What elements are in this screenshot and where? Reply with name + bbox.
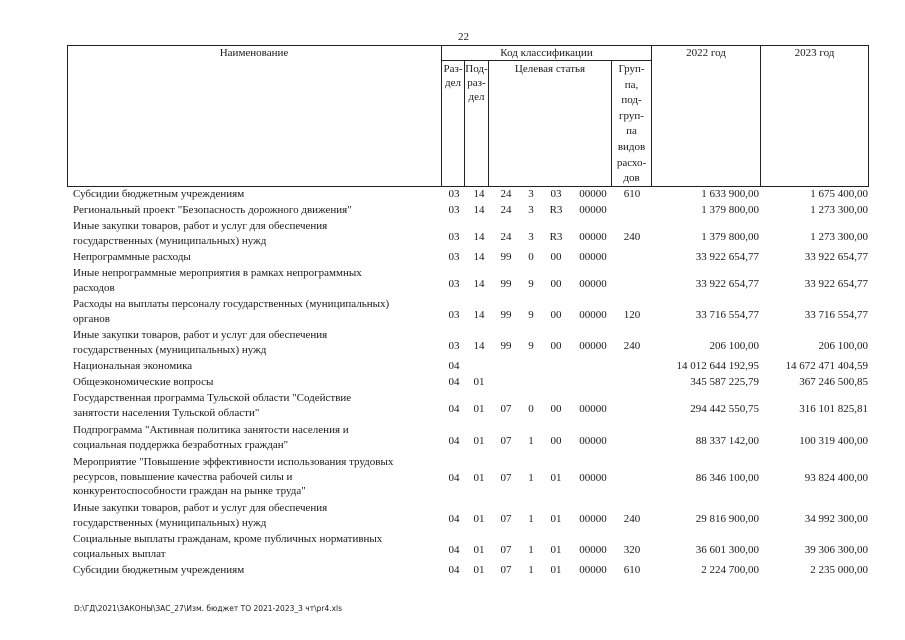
row-name-line: конкурентоспособности граждан на рынке труда" bbox=[73, 485, 306, 497]
row-name-line: органов bbox=[73, 312, 110, 325]
row-code-pr: 01 bbox=[473, 403, 485, 415]
row-name-line: Субсидии бюджетным учреждениям bbox=[73, 564, 245, 576]
row-code-vr: 240 bbox=[623, 231, 641, 243]
row-code-c3: R3 bbox=[549, 204, 563, 216]
row-code-c4: 00000 bbox=[579, 513, 607, 525]
row-code-c2: 0 bbox=[528, 251, 534, 263]
row-amount-2023: 33 716 554,77 bbox=[804, 309, 868, 321]
row-code-c1: 24 bbox=[500, 188, 512, 200]
row-name-line: Социальные выплаты гражданам, кроме публичных нормативных bbox=[73, 533, 383, 545]
header-target: Целевая статья bbox=[514, 63, 586, 75]
row-code-vr: 320 bbox=[623, 544, 641, 556]
row-code-c3: 00 bbox=[550, 435, 562, 447]
row-name-line: расходов bbox=[73, 281, 115, 294]
row-code-pr: 14 bbox=[473, 231, 485, 243]
row-name bbox=[73, 391, 445, 420]
row-name-line: социальных выплат bbox=[73, 547, 166, 560]
row-code-vr: 240 bbox=[623, 340, 641, 352]
row-name-line: занятости населения Тульской области" bbox=[73, 406, 260, 419]
row-amount-2022: 33 716 554,77 bbox=[695, 309, 759, 321]
row-code-c1: 07 bbox=[500, 513, 512, 525]
row-code-c1: 24 bbox=[500, 231, 512, 243]
row-name-line: Региональный проект "Безопасность дорожного движения" bbox=[73, 204, 352, 216]
row-amount-2022: 33 922 654,77 bbox=[695, 278, 759, 290]
row-code-c1: 07 bbox=[500, 435, 512, 447]
row-code-vr: 610 bbox=[623, 564, 641, 576]
row-code-rz: 03 bbox=[448, 278, 460, 290]
table-row bbox=[0, 501, 905, 532]
row-code-rz: 04 bbox=[448, 544, 460, 556]
row-name-line: Общеэкономические вопросы bbox=[73, 376, 214, 388]
row-name-line: Непрограммные расходы bbox=[73, 251, 191, 263]
row-amount-2023: 39 306 300,00 bbox=[804, 544, 868, 556]
row-amount-2023: 93 824 400,00 bbox=[804, 472, 868, 484]
row-code-c1: 24 bbox=[500, 204, 512, 216]
row-code-c3: 00 bbox=[550, 340, 562, 352]
row-code-pr: 14 bbox=[473, 204, 485, 216]
header-2022: 2022 год bbox=[686, 47, 726, 59]
row-amount-2023: 1 273 300,00 bbox=[810, 204, 868, 216]
row-name-line: Иные закупки товаров, работ и услуг для обеспечения bbox=[73, 329, 328, 341]
row-code-c4: 00000 bbox=[579, 435, 607, 447]
row-code-rz: 04 bbox=[448, 513, 460, 525]
row-code-c1: 99 bbox=[500, 340, 512, 352]
row-code-pr: 01 bbox=[473, 564, 485, 576]
row-name bbox=[73, 563, 445, 578]
row-code-c2: 9 bbox=[528, 278, 534, 290]
row-code-vr: 120 bbox=[623, 309, 641, 321]
row-code-c3: 03 bbox=[550, 188, 562, 200]
row-code-c4: 00000 bbox=[579, 251, 607, 263]
table-row bbox=[0, 219, 905, 250]
row-code-rz: 04 bbox=[448, 564, 460, 576]
row-code-c2: 1 bbox=[528, 564, 534, 576]
table-row bbox=[0, 532, 905, 563]
header-razdel: Раз- дел bbox=[443, 63, 463, 89]
row-code-rz: 03 bbox=[448, 309, 460, 321]
row-code-rz: 04 bbox=[448, 472, 460, 484]
row-code-c3: 00 bbox=[550, 403, 562, 415]
row-name bbox=[73, 219, 445, 248]
row-code-c3: 01 bbox=[550, 472, 562, 484]
row-amount-2022: 1 379 800,00 bbox=[701, 204, 759, 216]
row-name-line: Иные закупки товаров, работ и услуг для обеспечения bbox=[73, 220, 328, 232]
row-code-c2: 1 bbox=[528, 544, 534, 556]
row-code-c2: 1 bbox=[528, 472, 534, 484]
row-name bbox=[73, 203, 445, 218]
row-code-c4: 00000 bbox=[579, 340, 607, 352]
row-amount-2022: 1 633 900,00 bbox=[701, 188, 759, 200]
row-code-c3: 00 bbox=[550, 309, 562, 321]
row-name-line: Иные непрограммные мероприятия в рамках непрограммных bbox=[73, 267, 362, 279]
row-name bbox=[73, 250, 445, 265]
row-code-pr: 14 bbox=[473, 188, 485, 200]
row-amount-2022: 1 379 800,00 bbox=[701, 231, 759, 243]
row-amount-2023: 206 100,00 bbox=[818, 340, 868, 352]
row-amount-2022: 2 224 700,00 bbox=[701, 564, 759, 576]
row-code-pr: 14 bbox=[473, 251, 485, 263]
row-code-c2: 3 bbox=[528, 188, 534, 200]
row-amount-2022: 345 587 225,79 bbox=[690, 376, 759, 388]
row-code-c2: 3 bbox=[528, 204, 534, 216]
row-code-rz: 04 bbox=[448, 403, 460, 415]
page-number: 22 bbox=[458, 31, 469, 43]
table-row bbox=[0, 250, 905, 266]
row-code-c4: 00000 bbox=[579, 564, 607, 576]
row-code-c1: 07 bbox=[500, 564, 512, 576]
row-code-c4: 00000 bbox=[579, 544, 607, 556]
row-code-rz: 04 bbox=[448, 360, 460, 372]
row-code-vr: 240 bbox=[623, 513, 641, 525]
table-row bbox=[0, 563, 905, 579]
row-code-c3: 00 bbox=[550, 251, 562, 263]
row-name-line: Расходы на выплаты персоналу государственных (муниципальных) bbox=[73, 298, 390, 310]
table-row bbox=[0, 455, 905, 501]
row-name-line: государственных (муниципальных) нужд bbox=[73, 343, 267, 356]
row-name bbox=[73, 328, 445, 357]
row-amount-2022: 14 012 644 192,95 bbox=[676, 360, 759, 372]
row-code-pr: 14 bbox=[473, 309, 485, 321]
row-code-c2: 9 bbox=[528, 340, 534, 352]
row-code-vr: 610 bbox=[623, 188, 641, 200]
row-code-rz: 04 bbox=[448, 435, 460, 447]
row-name bbox=[73, 532, 445, 561]
row-name-line: Мероприятие "Повышение эффективности использования трудовых bbox=[73, 456, 394, 468]
row-code-c2: 0 bbox=[528, 403, 534, 415]
row-name bbox=[73, 266, 445, 295]
table-row bbox=[0, 266, 905, 297]
table-row bbox=[0, 359, 905, 375]
row-code-c3: 01 bbox=[550, 564, 562, 576]
row-amount-2022: 294 442 550,75 bbox=[690, 403, 759, 415]
row-code-c4: 00000 bbox=[579, 309, 607, 321]
row-code-c2: 1 bbox=[528, 513, 534, 525]
row-name-line: социальная поддержка безработных граждан" bbox=[73, 438, 289, 451]
row-name bbox=[73, 501, 445, 530]
header-podrazdel: Под- раз- дел bbox=[465, 63, 488, 103]
row-amount-2023: 1 273 300,00 bbox=[810, 231, 868, 243]
header-name: Наименование bbox=[219, 47, 289, 59]
row-name-line: Иные закупки товаров, работ и услуг для обеспечения bbox=[73, 502, 328, 514]
row-amount-2022: 29 816 900,00 bbox=[695, 513, 759, 525]
row-name bbox=[73, 375, 445, 390]
header-code: Код классификации bbox=[500, 47, 593, 59]
row-name-line: государственных (муниципальных) нужд bbox=[73, 516, 267, 529]
row-amount-2023: 34 992 300,00 bbox=[804, 513, 868, 525]
row-name bbox=[73, 359, 445, 374]
row-code-pr: 01 bbox=[473, 544, 485, 556]
table-row bbox=[0, 328, 905, 359]
row-code-c4: 00000 bbox=[579, 231, 607, 243]
row-amount-2022: 86 346 100,00 bbox=[695, 472, 759, 484]
row-amount-2023: 2 235 000,00 bbox=[810, 564, 868, 576]
row-name-line: Государственная программа Тульской области "Содействие bbox=[73, 392, 352, 404]
row-code-c3: 01 bbox=[550, 544, 562, 556]
row-code-c1: 07 bbox=[500, 544, 512, 556]
row-code-c3: 01 bbox=[550, 513, 562, 525]
row-amount-2022: 206 100,00 bbox=[709, 340, 759, 352]
table-row bbox=[0, 375, 905, 391]
row-code-pr: 01 bbox=[473, 472, 485, 484]
header-group: Груп- па, под- груп- па видов расхо- дов bbox=[616, 63, 647, 185]
header-2023: 2023 год bbox=[794, 47, 835, 59]
row-code-rz: 03 bbox=[448, 204, 460, 216]
row-name bbox=[73, 297, 445, 326]
file-path-footer: D:\ГД\2021\ЗАКОНЫ\ЗАС_27\Изм. бюджет ТО 2021-2023_3 чт\pr4.xls bbox=[74, 604, 343, 613]
row-amount-2023: 100 319 400,00 bbox=[799, 435, 868, 447]
row-name-line: ресурсов, повышение качества рабочей силы и bbox=[73, 470, 293, 483]
row-code-pr: 14 bbox=[473, 278, 485, 290]
row-code-c1: 99 bbox=[500, 309, 512, 321]
row-code-rz: 03 bbox=[448, 188, 460, 200]
row-amount-2023: 33 922 654,77 bbox=[804, 278, 868, 290]
row-code-c1: 99 bbox=[500, 251, 512, 263]
row-code-rz: 03 bbox=[448, 251, 460, 263]
table-row bbox=[0, 203, 905, 219]
row-code-pr: 01 bbox=[473, 513, 485, 525]
row-code-c4: 00000 bbox=[579, 188, 607, 200]
row-code-c4: 00000 bbox=[579, 403, 607, 415]
row-code-c4: 00000 bbox=[579, 204, 607, 216]
row-amount-2023: 316 101 825,81 bbox=[799, 403, 868, 415]
row-code-pr: 01 bbox=[473, 376, 485, 388]
row-code-c3: R3 bbox=[549, 231, 563, 243]
row-code-pr: 01 bbox=[473, 435, 485, 447]
row-code-rz: 04 bbox=[448, 376, 460, 388]
row-amount-2022: 88 337 142,00 bbox=[695, 435, 759, 447]
row-code-pr: 14 bbox=[473, 340, 485, 352]
row-amount-2023: 14 672 471 404,59 bbox=[785, 360, 868, 372]
table-row bbox=[0, 187, 905, 203]
row-amount-2023: 1 675 400,00 bbox=[810, 188, 868, 200]
row-code-c3: 00 bbox=[550, 278, 562, 290]
row-name-line: Национальная экономика bbox=[73, 360, 193, 372]
row-amount-2022: 33 922 654,77 bbox=[695, 251, 759, 263]
table-row bbox=[0, 297, 905, 328]
row-name-line: Подпрограмма "Активная политика занятости населения и bbox=[73, 424, 349, 436]
row-code-c1: 99 bbox=[500, 278, 512, 290]
row-name-line: Субсидии бюджетным учреждениям bbox=[73, 188, 245, 200]
row-code-c1: 07 bbox=[500, 472, 512, 484]
row-amount-2022: 36 601 300,00 bbox=[695, 544, 759, 556]
row-code-c4: 00000 bbox=[579, 278, 607, 290]
row-amount-2023: 367 246 500,85 bbox=[799, 376, 868, 388]
row-name bbox=[73, 423, 445, 452]
row-code-rz: 03 bbox=[448, 231, 460, 243]
row-code-c2: 9 bbox=[528, 309, 534, 321]
row-name-line: государственных (муниципальных) нужд bbox=[73, 234, 267, 247]
row-name bbox=[73, 455, 445, 499]
row-name bbox=[73, 187, 445, 202]
row-code-c2: 3 bbox=[528, 231, 534, 243]
row-code-rz: 03 bbox=[448, 340, 460, 352]
table-row bbox=[0, 423, 905, 455]
row-code-c4: 00000 bbox=[579, 472, 607, 484]
row-code-c1: 07 bbox=[500, 403, 512, 415]
table-row bbox=[0, 391, 905, 423]
row-code-c2: 1 bbox=[528, 435, 534, 447]
row-amount-2023: 33 922 654,77 bbox=[804, 251, 868, 263]
